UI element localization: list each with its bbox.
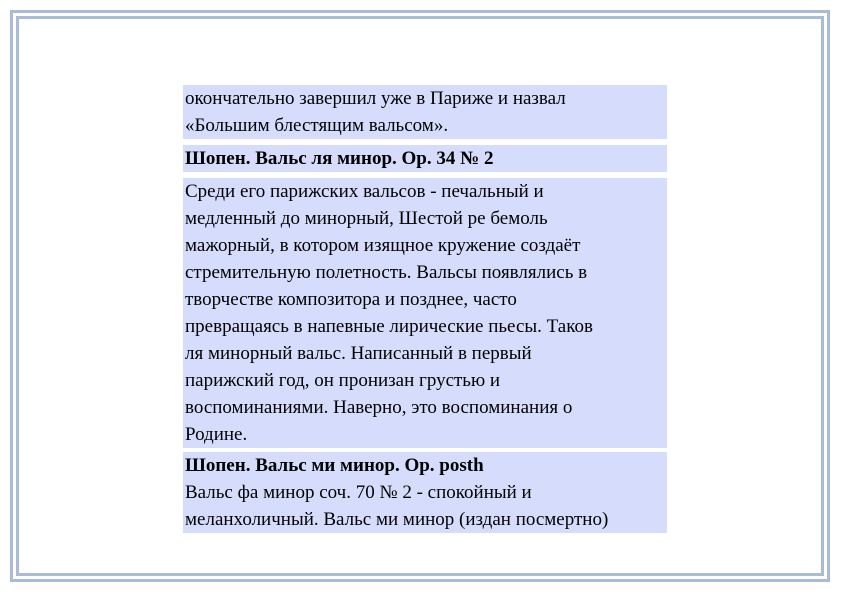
text-line: воспоминаниями. Наверно, это воспоминания о: [183, 394, 667, 421]
paragraph-waltz-e-minor: [183, 479, 667, 533]
paragraph-waltz-a-minor: [183, 178, 667, 448]
text-line: творчестве композитора и позднее, часто: [183, 286, 667, 313]
heading-waltz-e-minor: [183, 452, 667, 479]
text-line: превращаясь в напевные лирические пьесы. Таков: [183, 313, 667, 340]
text-line: медленный до минорный, Шестой ре бемоль: [183, 205, 667, 232]
text-line: «Большим блестящим вальсом».: [183, 112, 667, 139]
text-line: Вальс фа минор соч. 70 № 2 - спокойный и: [183, 479, 667, 506]
section-heading: Шопен. Вальс ля минор. Op. 34 № 2: [183, 145, 667, 172]
slide-text-block: [183, 85, 667, 533]
text-line: Среди его парижских вальсов - печальный и: [183, 178, 667, 205]
text-line: ля минорный вальс. Написанный в первый: [183, 340, 667, 367]
heading-waltz-a-minor: [183, 145, 667, 172]
text-line: мажорный, в котором изящное кружение создаёт: [183, 232, 667, 259]
paragraph-intro: [183, 85, 667, 139]
text-line: меланхоличный. Вальс ми минор (издан посмертно): [183, 506, 667, 533]
text-line: Родине.: [183, 421, 667, 448]
text-line: парижский год, он пронизан грустью и: [183, 367, 667, 394]
text-line: окончательно завершил уже в Париже и назвал: [183, 85, 667, 112]
text-line: стремительную полетность. Вальсы появлялись в: [183, 259, 667, 286]
section-heading: Шопен. Вальс ми минор. Op. posth: [183, 452, 667, 479]
